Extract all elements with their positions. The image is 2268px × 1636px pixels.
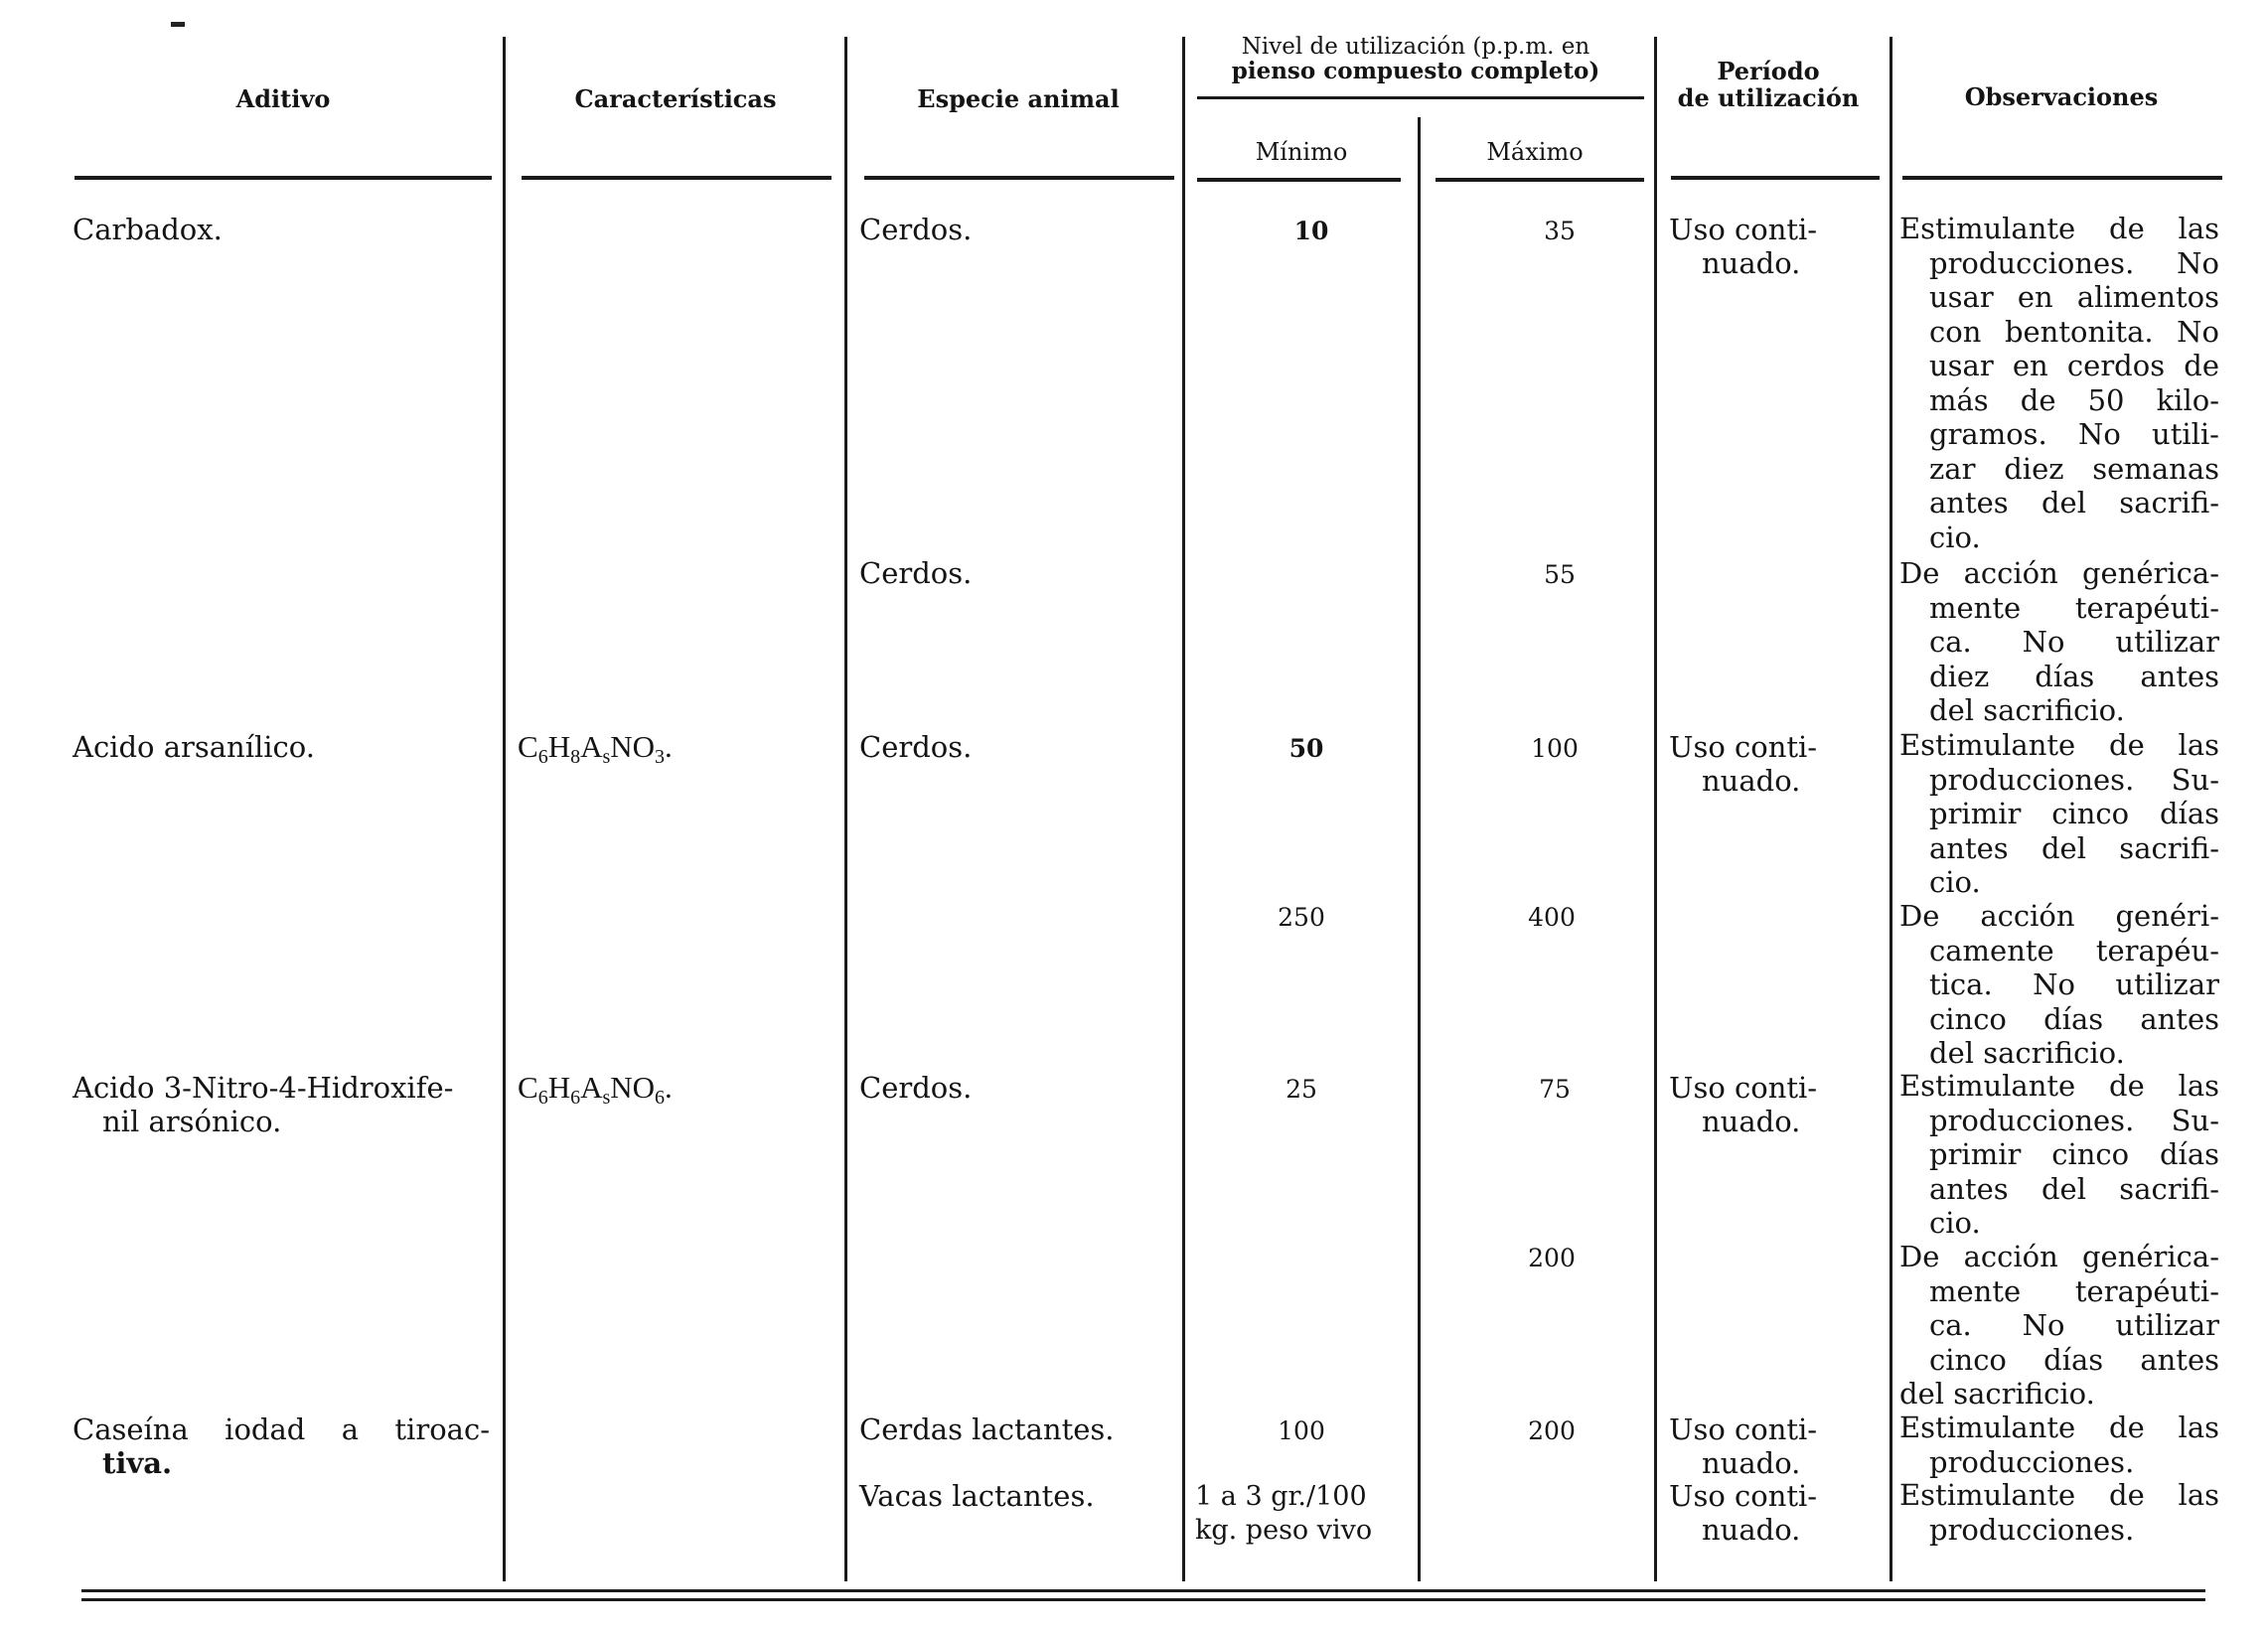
obs-line: tica. No utilizar bbox=[1929, 967, 2219, 1001]
maximo-nitro-2: 200 bbox=[1528, 1244, 1576, 1272]
obs-line: zar diez semanas bbox=[1929, 451, 2219, 486]
bottom-rule-lower bbox=[81, 1598, 2205, 1601]
obs-line: mente terapéuti- bbox=[1929, 590, 2219, 625]
minimo-nitro-1: 25 bbox=[1285, 1075, 1317, 1104]
header-rule-especie bbox=[864, 176, 1174, 180]
header-rule-caracteristicas bbox=[522, 176, 832, 180]
periodo-text-a: Uso conti- bbox=[1669, 1413, 1818, 1446]
observaciones-nitro-1 bbox=[1899, 1069, 2219, 1241]
aditivo-caseina-line2: tiva. bbox=[102, 1446, 173, 1480]
observaciones-nitro-2 bbox=[1899, 1240, 2219, 1412]
formula-part: NO bbox=[610, 729, 656, 764]
aditivo-caseina-text: Caseína iodad a tiroac- bbox=[73, 1413, 490, 1446]
minimo-arsanilico-1: 50 bbox=[1288, 734, 1324, 763]
observaciones-arsanilico-1 bbox=[1899, 728, 2219, 900]
minimo-carbadox-1: 10 bbox=[1293, 217, 1329, 245]
periodo-text-a: Uso conti- bbox=[1669, 1479, 1818, 1513]
header-nivel-line1: Nivel de utilización (p.p.m. en bbox=[1241, 34, 1590, 60]
periodo-arsanilico-1 bbox=[1669, 730, 1878, 798]
obs-line: producciones. bbox=[1929, 1444, 2135, 1479]
formula-part: H bbox=[547, 729, 571, 764]
periodo-text-a: Uso conti- bbox=[1669, 1071, 1818, 1105]
obs-line: Estimulante de las bbox=[1899, 1411, 2219, 1444]
obs-line: producciones. Su- bbox=[1929, 1103, 2219, 1137]
maximo-arsanilico-2: 400 bbox=[1528, 903, 1576, 932]
header-rule-observaciones bbox=[1902, 176, 2222, 180]
especie-caseina-2: Vacas lactantes. bbox=[859, 1479, 1095, 1513]
obs-line: gramos. No utili- bbox=[1929, 417, 2219, 451]
obs-line: ca. No utilizar bbox=[1929, 1308, 2219, 1342]
header-rule-maximo bbox=[1436, 178, 1644, 182]
header-periodo-line2: de utilización bbox=[1677, 83, 1860, 112]
header-minimo: Mínimo bbox=[1255, 138, 1348, 166]
formula-part: . bbox=[665, 729, 673, 764]
periodo-carbadox-1 bbox=[1669, 213, 1878, 280]
periodo-text-b: nuado. bbox=[1702, 764, 1801, 798]
bottom-rule-upper bbox=[81, 1589, 2205, 1592]
observaciones-caseina-2 bbox=[1899, 1478, 2219, 1547]
obs-line: producciones. bbox=[1929, 1512, 2135, 1547]
obs-line: con bentonita. No bbox=[1929, 314, 2219, 349]
obs-line: Estimulante de las bbox=[1899, 1069, 2219, 1103]
header-observaciones: Observaciones bbox=[1964, 82, 2159, 111]
obs-line: antes del sacrifi- bbox=[1929, 486, 2219, 520]
header-caracteristicas: Características bbox=[574, 84, 777, 113]
especie-arsanilico-1: Cerdos. bbox=[859, 730, 973, 764]
formula-sub: 6 bbox=[570, 1087, 581, 1109]
formula-part: H bbox=[547, 1070, 571, 1105]
print-mark bbox=[171, 22, 185, 27]
obs-line: antes del sacrifi- bbox=[1929, 1171, 2219, 1206]
column-divider-1 bbox=[503, 37, 506, 1581]
aditivo-nitro-line1: Acido 3-Nitro-4-Hidroxife- bbox=[73, 1071, 454, 1105]
obs-line: del sacrificio. bbox=[1899, 1377, 2095, 1411]
obs-line: Estimulante de las bbox=[1899, 1478, 2219, 1512]
obs-line: cinco días antes bbox=[1929, 1001, 2219, 1036]
minimo-caseina-1: 100 bbox=[1278, 1416, 1325, 1445]
obs-line: cio. bbox=[1929, 865, 1981, 899]
obs-line: De acción genéri- bbox=[1899, 899, 2219, 933]
formula-part: C bbox=[518, 729, 538, 764]
header-nivel-line2: pienso compuesto completo) bbox=[1231, 58, 1600, 84]
obs-line: camente terapéu- bbox=[1929, 933, 2219, 967]
especie-caseina-1: Cerdas lactantes. bbox=[859, 1413, 1115, 1446]
formula-part: NO bbox=[610, 1070, 656, 1105]
obs-line: De acción genérica- bbox=[1899, 1240, 2219, 1273]
especie-carbadox-2: Cerdos. bbox=[859, 556, 973, 590]
periodo-text-b: nuado. bbox=[1702, 1446, 1801, 1480]
header-especie: Especie animal bbox=[917, 84, 1120, 113]
obs-line: ca. No utilizar bbox=[1929, 625, 2219, 659]
header-rule-nivel bbox=[1197, 96, 1644, 99]
formula-nitro bbox=[518, 1070, 673, 1109]
aditivo-nitro-line2: nil arsónico. bbox=[102, 1105, 282, 1138]
especie-carbadox-1: Cerdos. bbox=[859, 213, 973, 246]
formula-arsanilico bbox=[518, 729, 673, 768]
obs-line: De acción genérica- bbox=[1899, 556, 2219, 590]
formula-part: A bbox=[580, 1070, 603, 1105]
minimo-caseina-2-line1: 1 a 3 gr./100 bbox=[1195, 1481, 1367, 1512]
periodo-caseina-1 bbox=[1669, 1413, 1878, 1480]
obs-line: usar en alimentos bbox=[1929, 280, 2219, 314]
obs-line: diez días antes bbox=[1929, 659, 2219, 693]
maximo-caseina-1: 200 bbox=[1528, 1416, 1576, 1445]
maximo-nitro-1: 75 bbox=[1539, 1075, 1571, 1104]
column-divider-3 bbox=[1182, 37, 1185, 1581]
formula-sub: 6 bbox=[655, 1087, 666, 1109]
periodo-caseina-2 bbox=[1669, 1479, 1878, 1547]
header-maximo: Máximo bbox=[1486, 138, 1584, 166]
obs-line: cio. bbox=[1929, 520, 1981, 554]
maximo-carbadox-1: 35 bbox=[1544, 217, 1576, 245]
obs-line: del sacrificio. bbox=[1929, 693, 2125, 727]
periodo-text-a: Uso conti- bbox=[1669, 730, 1818, 764]
periodo-nitro-1 bbox=[1669, 1071, 1878, 1138]
obs-line: más de 50 kilo- bbox=[1929, 382, 2219, 417]
formula-sub: 6 bbox=[537, 746, 548, 768]
maximo-carbadox-2: 55 bbox=[1544, 560, 1576, 589]
column-divider-5 bbox=[1654, 37, 1657, 1581]
header-aditivo: Aditivo bbox=[235, 84, 331, 113]
obs-line: producciones. No bbox=[1929, 245, 2219, 280]
header-rule-aditivo bbox=[75, 176, 492, 180]
obs-line: cio. bbox=[1929, 1206, 1981, 1240]
obs-line: primir cinco días bbox=[1929, 797, 2219, 830]
especie-nitro-1: Cerdos. bbox=[859, 1071, 973, 1105]
minimo-caseina-2-line2: kg. peso vivo bbox=[1195, 1515, 1373, 1546]
header-periodo-line1: Período bbox=[1717, 57, 1820, 85]
formula-sub: s bbox=[602, 746, 611, 768]
header-rule-minimo bbox=[1197, 178, 1401, 182]
header-rule-periodo bbox=[1671, 176, 1880, 180]
formula-sub: 3 bbox=[655, 746, 666, 768]
obs-line: usar en cerdos de bbox=[1929, 349, 2219, 382]
aditivo-carbadox: Carbadox. bbox=[73, 213, 223, 246]
column-divider-6 bbox=[1890, 37, 1892, 1581]
aditivo-arsanilico: Acido arsanílico. bbox=[73, 730, 315, 764]
obs-line: producciones. Su- bbox=[1929, 762, 2219, 797]
formula-sub: 8 bbox=[570, 746, 581, 768]
observaciones-caseina-1 bbox=[1899, 1411, 2219, 1479]
formula-sub: 6 bbox=[537, 1087, 548, 1109]
aditivo-caseina-line1 bbox=[73, 1413, 490, 1446]
obs-line: primir cinco días bbox=[1929, 1137, 2219, 1171]
periodo-text-b: nuado. bbox=[1702, 246, 1801, 280]
minimo-arsanilico-2: 250 bbox=[1278, 903, 1325, 932]
obs-line: mente terapéuti- bbox=[1929, 1273, 2219, 1308]
periodo-text-a: Uso conti- bbox=[1669, 213, 1818, 246]
column-divider-2 bbox=[844, 37, 847, 1581]
formula-sub: s bbox=[602, 1087, 611, 1109]
obs-line: del sacrificio. bbox=[1929, 1036, 2125, 1070]
obs-line: Estimulante de las bbox=[1899, 728, 2219, 762]
periodo-text-b: nuado. bbox=[1702, 1513, 1801, 1547]
formula-part: A bbox=[580, 729, 603, 764]
observaciones-arsanilico-2 bbox=[1899, 899, 2219, 1071]
formula-part: . bbox=[665, 1070, 673, 1105]
maximo-arsanilico-1: 100 bbox=[1531, 734, 1579, 763]
observaciones-carbadox-1 bbox=[1899, 212, 2219, 554]
periodo-text-b: nuado. bbox=[1702, 1105, 1801, 1138]
observaciones-carbadox-2 bbox=[1899, 556, 2219, 728]
column-divider-4 bbox=[1418, 117, 1421, 1581]
obs-line: cinco días antes bbox=[1929, 1342, 2219, 1377]
obs-line: antes del sacrifi- bbox=[1929, 830, 2219, 865]
formula-part: C bbox=[518, 1070, 538, 1105]
obs-line: Estimulante de las bbox=[1899, 212, 2219, 245]
